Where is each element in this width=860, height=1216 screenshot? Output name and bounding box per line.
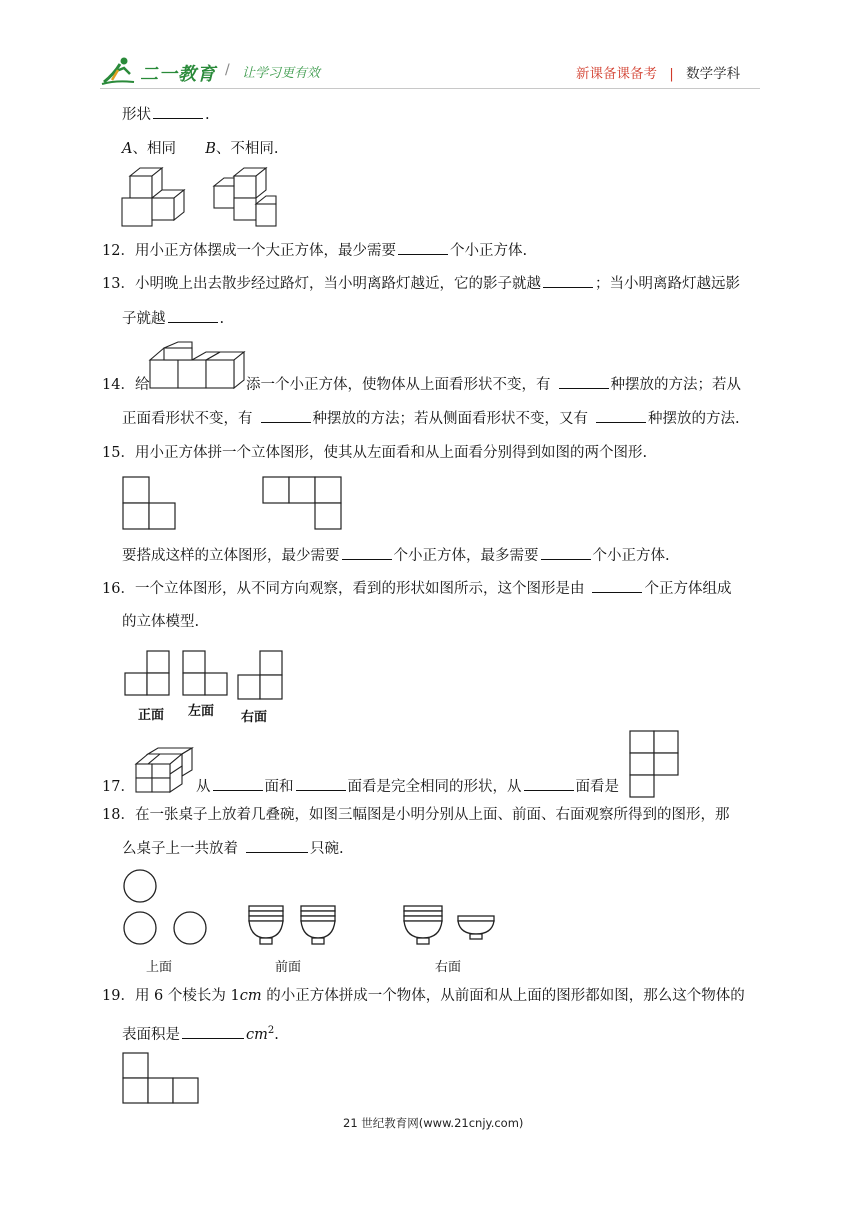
q11-option-a-letter: A [122,141,133,157]
q11-period: . [205,107,210,123]
logo-text: 二一教育 [140,64,216,85]
q16-right-view-figure [237,650,285,702]
q15-line1 [102,442,647,464]
q16-caption-left: 左面 [188,704,215,719]
q14-line1-rest [246,374,741,396]
q13-number: 13． [102,276,135,292]
q14-text-2: 正面看形状不变，有 [122,411,253,427]
q15-text-3: 个小正方体，最多需要 [393,548,539,564]
q17-answer-blank-2[interactable] [296,776,346,791]
q17-cube-figure [134,748,196,794]
q14-text: 添一个小正方体，使物体从上面看形状不变，有 [246,377,551,393]
q12-text: 用小正方体摆成一个大正方体，最少需要 [134,243,396,259]
header-separator: | [669,66,674,82]
q19-view-figure [122,1052,200,1106]
q19-answer-blank[interactable] [182,1024,244,1039]
header-right [576,62,740,82]
q19-number: 19． [102,988,135,1004]
q11-figure-a [120,164,186,230]
header-subject-label: 数学学科 [686,66,741,82]
q12-line [102,240,527,262]
q18-front-view-figure [245,904,341,946]
q11-line1 [122,104,210,126]
q16-caption-right: 右面 [241,710,268,725]
q19-text-3: 表面积是 [122,1026,180,1043]
q17-text-3: 面看是完全相同的形状，从 [347,779,522,795]
q14-line1-start [102,374,149,396]
q12-answer-blank[interactable] [398,240,448,255]
q14-answer-blank-2[interactable] [261,408,311,423]
q18-text-2: 么桌子上一共放着 [122,841,238,857]
header-course-label: 新课备课备考 [576,66,657,82]
q14-text-end: 种摆放的方法. [648,411,740,427]
q17-answer-blank-1[interactable] [213,776,263,791]
q16-caption-front: 正面 [138,708,165,723]
q14-text-mid: 种摆放的方法；若从 [610,377,741,393]
q17-line [196,776,619,798]
header-rule [100,88,760,89]
q11-option-a: 、相同 [132,141,176,157]
q15-number: 15． [102,445,135,461]
header-slogan: 让学习更有效 [242,66,321,81]
q13-line1 [102,273,740,295]
q19-text-end: . [274,1026,279,1043]
q11-option-b: 、不相同. [215,141,279,157]
q16-line2 [122,611,199,633]
q19-text: 用 6 个棱长为 1 [134,988,240,1004]
q17-answer-blank-3[interactable] [524,776,574,791]
q19-unit-exponent: 2 [267,1025,275,1036]
q17-view-figure [629,730,679,798]
q13-text: 小明晚上出去散步经过路灯，当小明离路灯越近，它的影子就越 [134,276,541,292]
q15-top-view-figure [262,476,342,530]
q11-text: 形状 [122,107,151,123]
q17-text-2: 面和 [264,779,294,795]
q19-unit: cm [239,988,262,1004]
q17-text: 从 [196,779,211,795]
q13-text-2: 子就越 [122,311,166,327]
q15-left-view-figure [122,476,178,530]
q18-number: 18． [102,807,135,823]
q18-caption-right: 右面 [435,960,462,975]
q19-unit-2: cm [246,1026,268,1043]
q14-text-3: 种摆放的方法；若从侧面看形状不变，又有 [312,411,588,427]
q14-text-give: 给 [134,377,150,393]
q14-line2 [122,408,740,430]
q17-number: 17． [102,779,135,795]
q16-number: 16． [102,581,135,597]
footer-text: 21 世纪教育网(www.21cnjy.com) [343,1116,524,1130]
q18-answer-blank[interactable] [246,838,308,853]
q17-number-line [102,776,135,798]
logo-runner-icon [100,54,136,88]
q18-right-view-figure [402,904,498,946]
q19-line1 [102,985,745,1007]
q16-line1 [102,578,731,600]
q14-answer-blank-3[interactable] [596,408,646,423]
q18-top-view-figure [122,868,212,948]
q16-answer-blank[interactable] [592,578,642,593]
q18-line2 [122,838,344,860]
q15-text-2: 要搭成这样的立体图形，最少需要 [122,548,340,564]
q18-text: 在一张桌子上放着几叠碗，如图三幅图是小明分别从上面、前面、右面观察所得到的图形，那 [134,807,730,823]
q15-text: 用小正方体拼一个立体图形，使其从左面看和从上面看分别得到如图的两个图形. [134,445,648,461]
q13-text-end: . [219,311,225,327]
q13-answer-blank-1[interactable] [543,273,593,288]
q11-option-b-letter: B [205,141,216,157]
q12-number: 12． [102,243,135,259]
q12-text-end: 个小正方体. [449,243,528,259]
q18-line1 [102,804,729,826]
q16-text: 一个立体图形，从不同方向观察，看到的形状如图所示，这个图形是由 [134,581,585,597]
q17-text-end: 面看是 [575,779,619,795]
q14-cube-figure [148,342,244,390]
header-slash: / [225,62,230,78]
q15-answer-blank-1[interactable] [342,545,392,560]
q15-line2 [122,545,670,567]
q18-text-end: 只碗. [310,841,344,857]
q18-caption-front: 前面 [275,960,302,975]
q15-answer-blank-2[interactable] [541,545,591,560]
q19-line2 [122,1020,279,1042]
q16-text-mid: 个正方体组成 [644,581,732,597]
q15-text-end: 个小正方体. [592,548,670,564]
q11-answer-blank[interactable] [153,104,203,119]
q16-front-view-figure [124,650,172,696]
q18-caption-top: 上面 [146,960,173,975]
q14-answer-blank-1[interactable] [559,374,609,389]
q11-figure-b [212,164,278,230]
q16-left-view-figure [182,650,230,696]
q13-text-mid: ；当小明离路灯越远影 [594,276,740,292]
q13-answer-blank-2[interactable] [168,308,218,323]
q13-line2 [122,308,224,330]
q16-text-2: 的立体模型. [122,614,200,630]
q19-text-2: 的小正方体拼成一个物体，从前面和从上面的图形都如图，那么这个物体的 [261,988,745,1004]
q11-options [122,138,278,160]
q14-number: 14． [102,377,135,393]
